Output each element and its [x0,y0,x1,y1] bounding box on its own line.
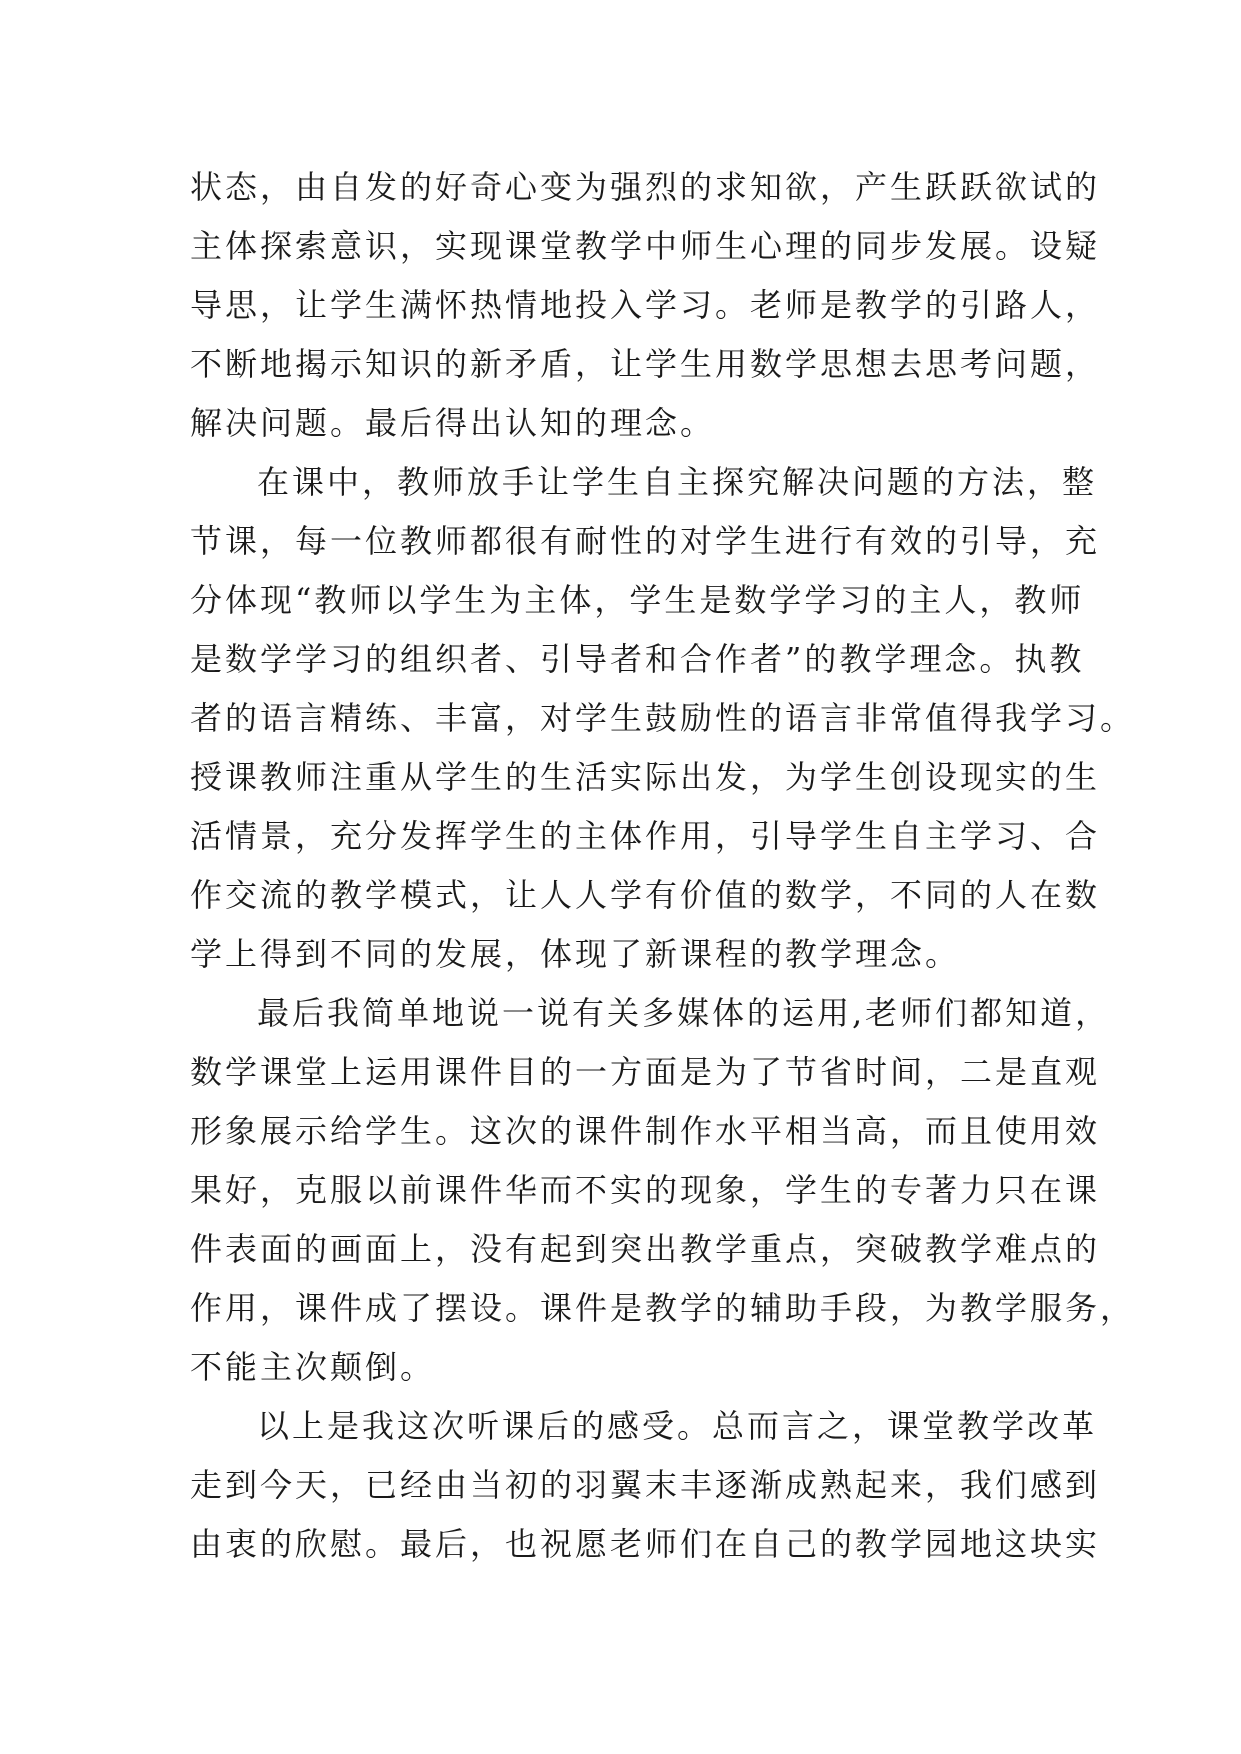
text-line: 数学课堂上运用课件目的一方面是为了节省时间，二是直观 [190,1053,1101,1091]
text-line: 主体探索意识，实现课堂教学中师生心理的同步发展。设疑 [190,227,1101,265]
text-line: 学上得到不同的发展，体现了新课程的教学理念。 [190,935,961,973]
text-line: 不断地揭示知识的新矛盾，让学生用数学思想去思考问题， [190,345,1101,383]
text-line: 由衷的欣慰。最后，也祝愿老师们在自己的教学园地这块实 [190,1525,1101,1563]
paragraph [190,453,1136,984]
text-line: 节课，每一位教师都很有耐性的对学生进行有效的引导，充 [190,522,1101,560]
text-line: 导思，让学生满怀热情地投入学习。老师是教学的引路人， [190,286,1101,324]
text-line: 不能主次颠倒。 [190,1348,436,1386]
text-line: 授课教师注重从学生的生活实际出发，为学生创设现实的生 [190,758,1101,796]
text-line: 作用，课件成了摆设。课件是教学的辅助手段，为教学服务， [190,1289,1136,1327]
text-line: 最后我简单地说一说有关多媒体的运用,老师们都知道， [257,994,1111,1032]
body-text [190,158,1136,1574]
text-line: 在课中，教师放手让学生自主探究解决问题的方法，整 [257,463,1098,501]
text-line: 以上是我这次听课后的感受。总而言之，课堂教学改革 [257,1407,1098,1445]
text-line: 解决问题。最后得出认知的理念。 [190,404,716,442]
text-line: 状态，由自发的好奇心变为强烈的求知欲，产生跃跃欲试的 [190,168,1101,206]
text-line: 果好，克服以前课件华而不实的现象，学生的专著力只在课 [190,1171,1101,1209]
text-line: 走到今天，已经由当初的羽翼末丰逐渐成熟起来，我们感到 [190,1466,1101,1504]
paragraph [190,1397,1101,1574]
paragraph [190,158,1101,453]
text-line: 是数学学习的组织者、引导者和合作者”的教学理念。执教 [190,640,1085,678]
text-line: 者的语言精练、丰富，对学生鼓励性的语言非常值得我学习。 [190,699,1136,737]
text-line: 作交流的教学模式，让人人学有价值的数学，不同的人在数 [190,876,1101,914]
text-line: 分体现“教师以学生为主体，学生是数学学习的主人，教师 [190,581,1085,619]
text-line: 件表面的画面上，没有起到突出教学重点，突破教学难点的 [190,1230,1101,1268]
text-line: 形象展示给学生。这次的课件制作水平相当高，而且使用效 [190,1112,1101,1150]
text-line: 活情景，充分发挥学生的主体作用，引导学生自主学习、合 [190,817,1101,855]
paragraph [190,984,1136,1397]
